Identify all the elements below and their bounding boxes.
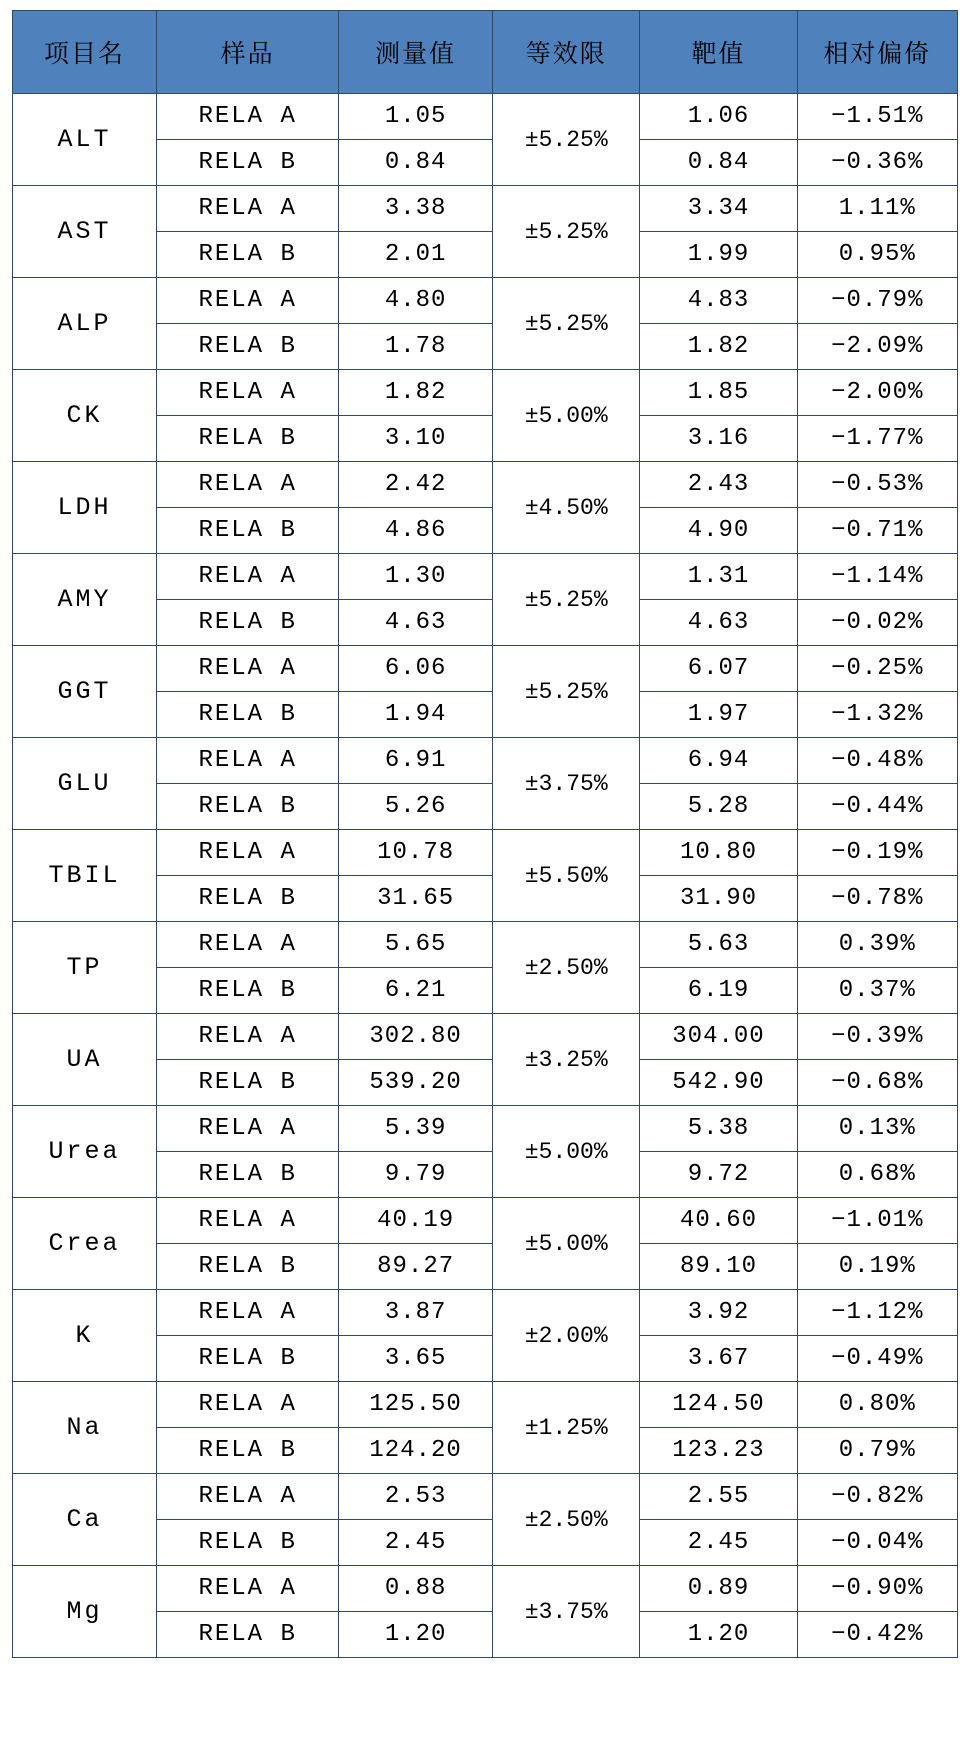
cell-sample: RELA B [157,1428,339,1474]
cell-sample: RELA B [157,1244,339,1290]
cell-target-value: 4.63 [640,600,797,646]
cell-equivalence-limit: ±5.00% [493,1106,640,1198]
cell-relative-bias: 0.68% [797,1152,957,1198]
cell-sample: RELA A [157,1290,339,1336]
cell-item-name: CK [13,370,157,462]
cell-measured-value: 89.27 [339,1244,493,1290]
cell-target-value: 6.19 [640,968,797,1014]
cell-equivalence-limit: ±5.00% [493,370,640,462]
cell-sample: RELA A [157,1014,339,1060]
table-row [13,186,958,232]
cell-relative-bias: −1.51% [797,94,957,140]
cell-measured-value: 125.50 [339,1382,493,1428]
cell-sample: RELA A [157,1474,339,1520]
table-row [13,1474,958,1520]
cell-measured-value: 4.63 [339,600,493,646]
table-row [13,1382,958,1428]
column-header-limit: 等效限 [493,11,640,94]
cell-relative-bias: 0.13% [797,1106,957,1152]
cell-relative-bias: −0.78% [797,876,957,922]
cell-relative-bias: −0.04% [797,1520,957,1566]
cell-item-name: LDH [13,462,157,554]
cell-sample: RELA B [157,1060,339,1106]
cell-target-value: 5.28 [640,784,797,830]
cell-measured-value: 1.30 [339,554,493,600]
cell-target-value: 304.00 [640,1014,797,1060]
cell-sample: RELA B [157,1336,339,1382]
table-row [13,370,958,416]
cell-sample: RELA B [157,508,339,554]
cell-equivalence-limit: ±2.50% [493,1474,640,1566]
cell-item-name: UA [13,1014,157,1106]
cell-relative-bias: −0.53% [797,462,957,508]
cell-target-value: 3.34 [640,186,797,232]
cell-measured-value: 4.80 [339,278,493,324]
cell-measured-value: 9.79 [339,1152,493,1198]
cell-equivalence-limit: ±3.75% [493,1566,640,1658]
cell-relative-bias: −0.42% [797,1612,957,1658]
cell-item-name: Ca [13,1474,157,1566]
cell-target-value: 5.63 [640,922,797,968]
table-row [13,94,958,140]
cell-equivalence-limit: ±5.25% [493,554,640,646]
table-row [13,1106,958,1152]
cell-equivalence-limit: ±4.50% [493,462,640,554]
cell-target-value: 3.67 [640,1336,797,1382]
cell-relative-bias: −0.71% [797,508,957,554]
column-header-bias: 相对偏倚 [797,11,957,94]
table-row [13,1198,958,1244]
cell-target-value: 6.94 [640,738,797,784]
cell-measured-value: 5.65 [339,922,493,968]
cell-target-value: 5.38 [640,1106,797,1152]
cell-target-value: 3.16 [640,416,797,462]
cell-measured-value: 3.65 [339,1336,493,1382]
cell-item-name: K [13,1290,157,1382]
table-row [13,1290,958,1336]
cell-target-value: 2.45 [640,1520,797,1566]
cell-target-value: 1.99 [640,232,797,278]
cell-target-value: 0.84 [640,140,797,186]
table-row [13,830,958,876]
cell-item-name: ALT [13,94,157,186]
cell-equivalence-limit: ±3.75% [493,738,640,830]
cell-item-name: TP [13,922,157,1014]
cell-relative-bias: −1.14% [797,554,957,600]
cell-measured-value: 1.78 [339,324,493,370]
cell-measured-value: 2.42 [339,462,493,508]
cell-relative-bias: −2.00% [797,370,957,416]
cell-target-value: 1.82 [640,324,797,370]
cell-sample: RELA A [157,462,339,508]
cell-measured-value: 6.21 [339,968,493,1014]
column-header-measured: 测量值 [339,11,493,94]
cell-equivalence-limit: ±3.25% [493,1014,640,1106]
cell-item-name: TBIL [13,830,157,922]
cell-measured-value: 1.20 [339,1612,493,1658]
cell-item-name: Na [13,1382,157,1474]
cell-measured-value: 6.06 [339,646,493,692]
cell-target-value: 542.90 [640,1060,797,1106]
cell-equivalence-limit: ±5.25% [493,278,640,370]
cell-sample: RELA A [157,830,339,876]
cell-measured-value: 3.87 [339,1290,493,1336]
cell-measured-value: 5.39 [339,1106,493,1152]
cell-relative-bias: 0.39% [797,922,957,968]
cell-target-value: 1.31 [640,554,797,600]
cell-measured-value: 1.94 [339,692,493,738]
cell-relative-bias: −0.68% [797,1060,957,1106]
cell-sample: RELA B [157,232,339,278]
cell-target-value: 9.72 [640,1152,797,1198]
cell-relative-bias: −1.12% [797,1290,957,1336]
cell-relative-bias: 0.19% [797,1244,957,1290]
cell-target-value: 2.55 [640,1474,797,1520]
cell-relative-bias: −0.36% [797,140,957,186]
header-row [13,11,958,94]
table-row [13,278,958,324]
table-row [13,738,958,784]
table-row [13,922,958,968]
column-header-sample: 样品 [157,11,339,94]
cell-sample: RELA B [157,876,339,922]
cell-target-value: 123.23 [640,1428,797,1474]
cell-target-value: 10.80 [640,830,797,876]
cell-item-name: ALP [13,278,157,370]
cell-sample: RELA A [157,1198,339,1244]
cell-item-name: Urea [13,1106,157,1198]
cell-measured-value: 3.38 [339,186,493,232]
cell-relative-bias: −0.82% [797,1474,957,1520]
cell-sample: RELA B [157,600,339,646]
cell-relative-bias: −2.09% [797,324,957,370]
cell-sample: RELA B [157,140,339,186]
cell-relative-bias: −0.48% [797,738,957,784]
cell-item-name: AMY [13,554,157,646]
cell-item-name: AST [13,186,157,278]
table-row [13,1014,958,1060]
cell-measured-value: 10.78 [339,830,493,876]
cell-target-value: 1.97 [640,692,797,738]
cell-measured-value: 4.86 [339,508,493,554]
cell-equivalence-limit: ±5.25% [493,646,640,738]
table-body [13,94,958,1658]
cell-measured-value: 1.82 [339,370,493,416]
cell-sample: RELA A [157,278,339,324]
cell-sample: RELA A [157,186,339,232]
cell-target-value: 31.90 [640,876,797,922]
cell-relative-bias: 0.80% [797,1382,957,1428]
cell-sample: RELA A [157,94,339,140]
cell-target-value: 6.07 [640,646,797,692]
table-row [13,554,958,600]
cell-target-value: 4.90 [640,508,797,554]
cell-item-name: Mg [13,1566,157,1658]
cell-relative-bias: −0.49% [797,1336,957,1382]
cell-measured-value: 2.53 [339,1474,493,1520]
cell-measured-value: 124.20 [339,1428,493,1474]
cell-sample: RELA A [157,1382,339,1428]
table-header [13,11,958,94]
cell-measured-value: 31.65 [339,876,493,922]
cell-target-value: 2.43 [640,462,797,508]
cell-target-value: 1.85 [640,370,797,416]
cell-relative-bias: −1.32% [797,692,957,738]
cell-sample: RELA A [157,554,339,600]
cell-equivalence-limit: ±2.00% [493,1290,640,1382]
cell-target-value: 1.06 [640,94,797,140]
cell-relative-bias: −0.44% [797,784,957,830]
cell-measured-value: 0.88 [339,1566,493,1612]
measurement-results-table [12,10,958,1658]
cell-sample: RELA B [157,784,339,830]
cell-target-value: 124.50 [640,1382,797,1428]
cell-relative-bias: −0.90% [797,1566,957,1612]
cell-relative-bias: −0.02% [797,600,957,646]
cell-relative-bias: −0.25% [797,646,957,692]
cell-measured-value: 6.91 [339,738,493,784]
cell-equivalence-limit: ±5.50% [493,830,640,922]
cell-measured-value: 3.10 [339,416,493,462]
cell-target-value: 0.89 [640,1566,797,1612]
cell-relative-bias: −0.19% [797,830,957,876]
cell-equivalence-limit: ±5.25% [493,186,640,278]
cell-relative-bias: −0.39% [797,1014,957,1060]
cell-item-name: GGT [13,646,157,738]
cell-measured-value: 0.84 [339,140,493,186]
cell-target-value: 1.20 [640,1612,797,1658]
table-row [13,646,958,692]
cell-relative-bias: 0.37% [797,968,957,1014]
cell-target-value: 3.92 [640,1290,797,1336]
cell-equivalence-limit: ±5.25% [493,94,640,186]
cell-sample: RELA B [157,692,339,738]
cell-sample: RELA A [157,922,339,968]
cell-measured-value: 2.45 [339,1520,493,1566]
cell-sample: RELA A [157,1566,339,1612]
cell-sample: RELA B [157,416,339,462]
cell-target-value: 89.10 [640,1244,797,1290]
cell-equivalence-limit: ±5.00% [493,1198,640,1290]
cell-sample: RELA A [157,738,339,784]
cell-sample: RELA B [157,1612,339,1658]
table-row [13,1566,958,1612]
table-row [13,462,958,508]
cell-measured-value: 1.05 [339,94,493,140]
cell-relative-bias: 0.79% [797,1428,957,1474]
column-header-item: 项目名 [13,11,157,94]
cell-measured-value: 2.01 [339,232,493,278]
cell-relative-bias: 1.11% [797,186,957,232]
cell-sample: RELA A [157,1106,339,1152]
cell-equivalence-limit: ±1.25% [493,1382,640,1474]
cell-relative-bias: −1.77% [797,416,957,462]
cell-relative-bias: 0.95% [797,232,957,278]
cell-target-value: 40.60 [640,1198,797,1244]
cell-equivalence-limit: ±2.50% [493,922,640,1014]
cell-relative-bias: −1.01% [797,1198,957,1244]
cell-item-name: Crea [13,1198,157,1290]
cell-measured-value: 302.80 [339,1014,493,1060]
cell-relative-bias: −0.79% [797,278,957,324]
cell-sample: RELA B [157,324,339,370]
cell-item-name: GLU [13,738,157,830]
cell-measured-value: 5.26 [339,784,493,830]
cell-measured-value: 40.19 [339,1198,493,1244]
cell-sample: RELA B [157,1152,339,1198]
cell-sample: RELA B [157,1520,339,1566]
column-header-target: 靶值 [640,11,797,94]
cell-sample: RELA A [157,646,339,692]
cell-target-value: 4.83 [640,278,797,324]
cell-sample: RELA B [157,968,339,1014]
cell-sample: RELA A [157,370,339,416]
cell-measured-value: 539.20 [339,1060,493,1106]
